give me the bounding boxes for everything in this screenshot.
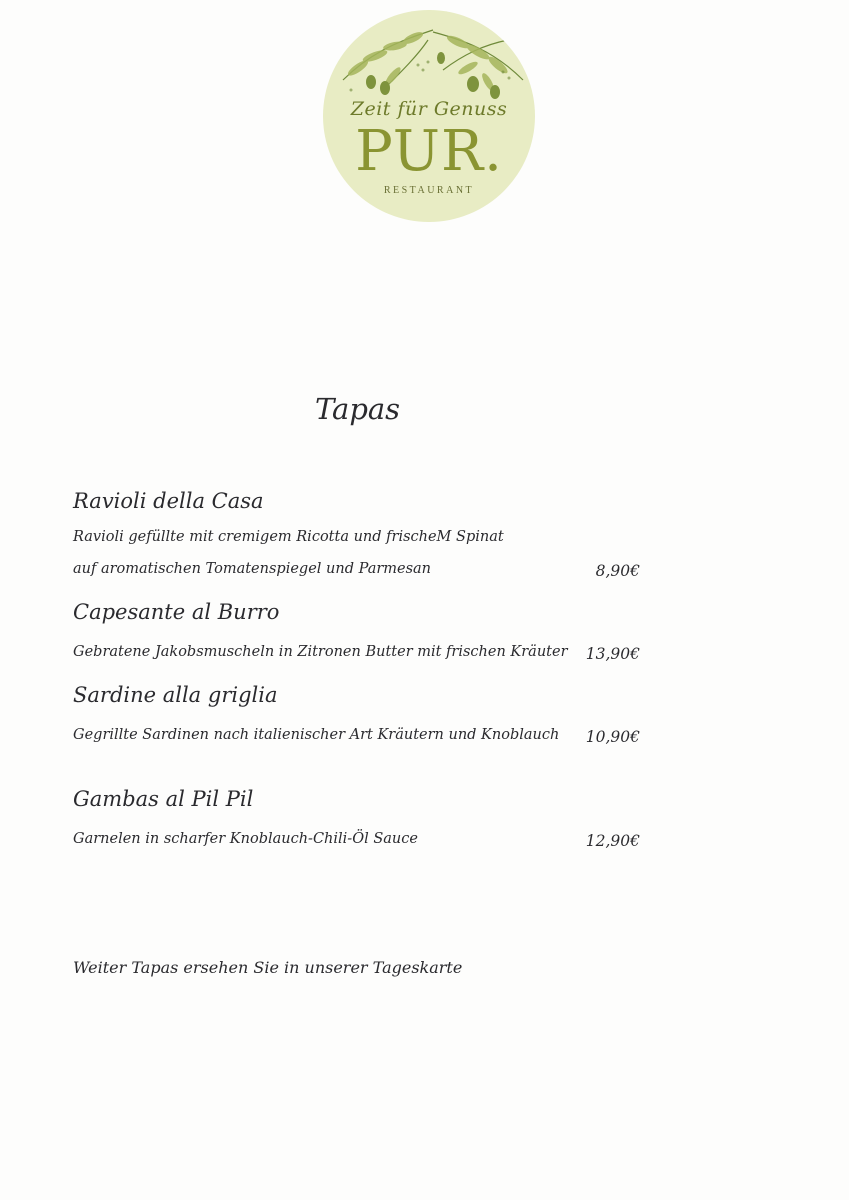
menu-item-description: Gegrillte Sardinen nach italienischer Art Kräutern und Knoblauch [73, 727, 560, 743]
menu-item-name: Capesante al Burro [73, 600, 280, 624]
restaurant-logo [323, 10, 535, 222]
footer-note: Weiter Tapas ersehen Sie in unserer Tageskarte [73, 958, 463, 977]
menu-item-price: 13,90€ [585, 645, 640, 663]
menu-item-description: Gebratene Jakobsmuscheln in Zitronen Butter mit frischen Kräuter [73, 644, 568, 660]
menu-item-price: 8,90€ [595, 562, 640, 580]
menu-item-description: Ravioli gefüllte mit cremigem Ricotta und frischeM Spinat [73, 529, 504, 545]
logo-subtitle: RESTAURANT [383, 185, 475, 196]
menu-item-name: Ravioli della Casa [73, 489, 264, 513]
logo-tagline: Zeit für Genuss [350, 98, 508, 120]
logo-name: PUR. [355, 119, 503, 184]
menu-item-description: auf aromatischen Tomatenspiegel und Parmesan [73, 561, 432, 577]
menu-heading: Tapas [314, 392, 401, 426]
menu-item-name: Gambas al Pil Pil [73, 787, 254, 811]
menu-item-name: Sardine alla griglia [73, 683, 278, 707]
menu-item-description: Garnelen in scharfer Knoblauch-Chili-Öl Sauce [73, 831, 418, 847]
menu-item-price: 10,90€ [585, 728, 640, 746]
menu-item-price: 12,90€ [585, 832, 640, 850]
